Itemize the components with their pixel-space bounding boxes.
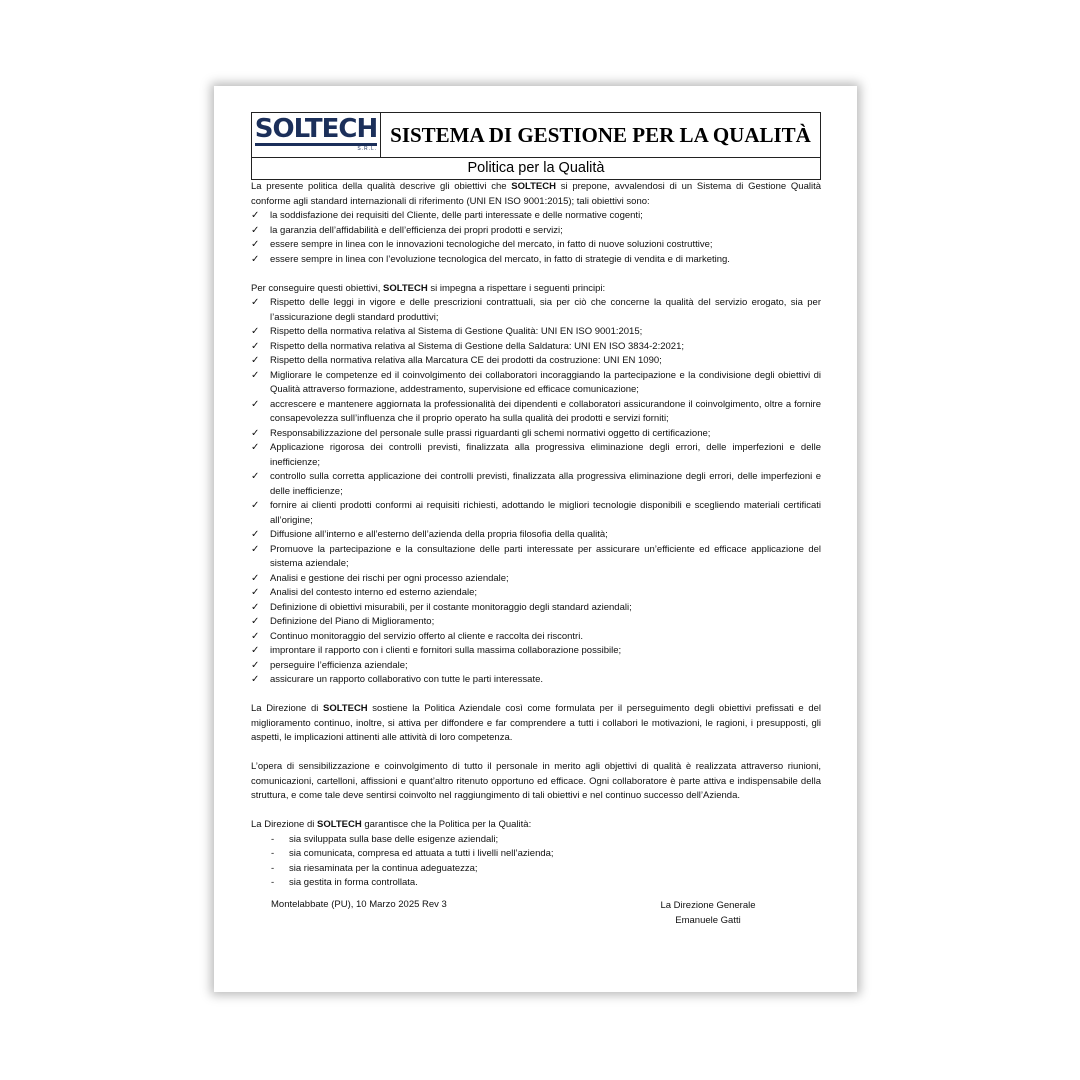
checkmark-icon: ✓ <box>251 543 260 555</box>
company-name: SOLTECH <box>322 703 368 714</box>
checkmark-icon: ✓ <box>251 630 260 642</box>
guarantee-item <box>251 876 821 891</box>
principle-item-text: Analisi del contesto interno ed esterno aziendale; <box>270 587 478 598</box>
checkmark-icon: ✓ <box>251 253 260 265</box>
objective-item-text: la garanzia dell’affidabilità e dell’efficienza dei propri prodotti e servizi; <box>270 224 563 236</box>
company-name: SOLTECH <box>383 282 428 294</box>
dash-bullet: - <box>271 848 275 859</box>
company-name: SOLTECH <box>317 819 362 830</box>
objective-item-text: la soddisfazione dei requisiti del Cliente, delle parti interessate e delle normative cogenti; <box>270 210 643 221</box>
objective-item-text: essere sempre in linea con l’evoluzione tecnologica del mercato, in fatto di strategie di vendita e di marketing. <box>270 253 730 265</box>
principle-item <box>251 601 821 616</box>
principle-item-text: Applicazione rigorosa dei controlli previsti, finalizzata alla progressiva eliminazione degli errori, delle imperfezioni e delle inefficienze; <box>270 442 821 468</box>
spacer <box>251 746 821 761</box>
checkmark-icon: ✓ <box>251 297 260 308</box>
principle-item <box>251 659 821 674</box>
objective-item <box>251 253 821 268</box>
objective-item <box>251 238 821 253</box>
company-name: SOLTECH <box>511 181 556 192</box>
principle-item <box>251 630 821 645</box>
objective-item-text: essere sempre in linea con le innovazioni tecnologiche del mercato, in fatto di nuove soluzioni costruttive; <box>270 239 713 250</box>
checkmark-icon: ✓ <box>251 369 260 381</box>
guarantee-intro <box>251 818 821 833</box>
principle-item <box>251 340 821 355</box>
principle-item <box>251 398 821 427</box>
principle-item <box>251 528 821 543</box>
checkmark-icon: ✓ <box>251 210 260 221</box>
management-paragraph <box>251 702 821 746</box>
principle-item <box>251 644 821 659</box>
checkmark-icon: ✓ <box>251 674 260 685</box>
principle-item-text: Definizione di obiettivi misurabili, per il costante monitoraggio degli standard aziendali; <box>270 601 632 613</box>
guarantee-item <box>251 847 821 862</box>
principles-list <box>251 296 821 688</box>
principle-item <box>251 427 821 442</box>
principle-item <box>251 296 821 325</box>
principle-item-text: accrescere e mantenere aggiornata la professionalità dei dipendenti e collaboratori assicurandone il coinvolgimento, oltre a fornire consapevolezza sull’influenza che il proprio operato ha sulla qualità dei prodotti e servizi forniti; <box>270 398 821 424</box>
principle-item-text: Promuove la partecipazione e la consultazione delle parti interessate per assicurare un’efficiente ed efficace applicazione del sistema aziendale; <box>270 543 821 569</box>
principle-item-text: Rispetto delle leggi in vigore e delle prescrizioni contrattuali, sia per ciò che concerne la qualità del servizio erogato, sia per l’assicurazione degli standard produttivi; <box>270 297 821 323</box>
checkmark-icon: ✓ <box>251 427 260 439</box>
signature-row <box>251 898 821 930</box>
principle-item-text: Rispetto della normativa relativa al Sistema di Gestione della Saldatura: UNI EN ISO 3834-2:2021; <box>270 340 684 352</box>
checkmark-icon: ✓ <box>251 398 260 410</box>
principle-item <box>251 441 821 470</box>
logo-subtext: S.R.L. <box>357 146 378 153</box>
principles-intro-end: si impegna a rispettare i seguenti principi: <box>427 282 606 294</box>
principle-item-text: assicurare un rapporto collaborativo con tutte le parti interessate. <box>270 674 544 685</box>
guarantee-item-text: sia comunicata, compresa ed attuata a tutti i livelli nell’azienda; <box>289 848 554 859</box>
objective-item <box>251 209 821 224</box>
checkmark-icon: ✓ <box>251 500 260 511</box>
guarantee-item <box>251 862 821 877</box>
principle-item <box>251 369 821 398</box>
place-date: Montelabbate (PU), 10 Marzo 2025 Rev 3 <box>271 898 447 910</box>
objectives-list <box>251 209 821 267</box>
system-title: SISTEMA DI GESTIONE PER LA QUALITÀ <box>381 113 821 158</box>
checkmark-icon: ✓ <box>251 659 260 671</box>
intro-text-start: La presente politica della qualità descrive gli obiettivi che <box>251 181 512 192</box>
signature-name: Emanuele Gatti <box>675 914 741 926</box>
principle-item-text: controllo sulla corretta applicazione dei controlli previsti, finalizzata alla progressiva eliminazione degli errori, delle imperfezioni e delle inefficienze; <box>270 471 821 497</box>
principles-intro-start: Per conseguire questi obiettivi, <box>251 282 384 294</box>
principle-item-text: perseguire l’efficienza aziendale; <box>270 659 408 671</box>
dash-bullet: - <box>271 862 275 874</box>
guarantee-text-start: La Direzione di <box>251 819 318 830</box>
principle-item <box>251 325 821 340</box>
intro-text-end: si prepone, avvalendosi di un Sistema di Gestione Qualità conforme agli standard internazionali di riferimento (UNI EN ISO 9001:2015); tali obiettivi sono: <box>251 181 821 207</box>
principle-item-text: Migliorare le competenze ed il coinvolgimento dei collaboratori incoraggiando la partecipazione e la condivisione degli obiettivi di Qualità attraverso formazione, addestramento, supervisione ed efficace comunicazione; <box>270 369 821 395</box>
management-text-start: La Direzione di <box>251 703 323 714</box>
principle-item-text: improntare il rapporto con i clienti e fornitori sulla massima collaborazione possibile; <box>270 645 622 656</box>
principle-item-text: Rispetto della normativa relativa alla Marcatura CE dei prodotti da costruzione: UNI EN 1090; <box>270 355 662 366</box>
principle-item <box>251 615 821 630</box>
logo-cell <box>252 113 381 158</box>
guarantee-item-text: sia gestita in forma controllata. <box>289 877 418 888</box>
principle-item-text: fornire ai clienti prodotti conformi ai requisiti richiesti, adottando le migliori tecnologie disponibili e scegliendo materiali certificati all’origine; <box>270 500 821 526</box>
principle-item-text: Diffusione all’interno e all’esterno dell’azienda della propria filosofia della qualità; <box>270 529 608 540</box>
guarantee-item-text: sia sviluppata sulla base delle esigenze aziendali; <box>289 833 499 845</box>
principle-item <box>251 673 821 688</box>
checkmark-icon: ✓ <box>251 616 260 627</box>
principle-item <box>251 499 821 528</box>
signature-block <box>643 898 773 928</box>
checkmark-icon: ✓ <box>251 326 260 337</box>
objective-item <box>251 224 821 239</box>
principle-item-text: Responsabilizzazione del personale sulle prassi riguardanti gli schemi normativi oggetto di certificazione; <box>270 427 711 439</box>
intro-paragraph <box>251 180 821 209</box>
principle-item-text: Definizione del Piano di Miglioramento; <box>270 616 435 627</box>
checkmark-icon: ✓ <box>251 572 260 584</box>
guarantee-text-end: garantisce che la Politica per la Qualità: <box>361 819 532 830</box>
document-title: Politica per la Qualità <box>252 158 821 180</box>
guarantees-list <box>251 833 821 891</box>
signature-role: La Direzione Generale <box>660 899 756 911</box>
principle-item <box>251 543 821 572</box>
principle-item-text: Continuo monitoraggio del servizio offerto al cliente e raccolta dei riscontri. <box>270 630 583 642</box>
checkmark-icon: ✓ <box>251 340 260 352</box>
checkmark-icon: ✓ <box>251 587 260 598</box>
checkmark-icon: ✓ <box>251 601 260 613</box>
dash-bullet: - <box>271 833 275 845</box>
company-logo <box>254 114 378 153</box>
principle-item <box>251 572 821 587</box>
document-content <box>251 112 821 930</box>
dash-bullet: - <box>271 877 275 888</box>
principle-item <box>251 354 821 369</box>
checkmark-icon: ✓ <box>251 239 260 250</box>
document-header <box>251 112 821 180</box>
guarantee-item <box>251 833 821 848</box>
principle-item <box>251 470 821 499</box>
spacer <box>251 804 821 819</box>
checkmark-icon: ✓ <box>251 442 260 453</box>
management-text-end: sostiene la Politica Aziendale così come formulata per il perseguimento degli obiettivi prefissati e del miglioramento continuo, inoltre, si attiva per diffondere e far comprendere a tutti i collabori le motivazioni, le ragioni, i presupposti, gli aspetti, le implicazioni attinenti alle attività di loro competenza. <box>251 703 821 743</box>
spacer <box>251 688 821 703</box>
checkmark-icon: ✓ <box>251 529 260 540</box>
checkmark-icon: ✓ <box>251 355 260 366</box>
awareness-paragraph: L’opera di sensibilizzazione e coinvolgimento di tutto il personale in merito agli objettivi di qualità è realizzata attraverso riunioni, comunicazioni, cartelloni, affissioni e quant’altro ritenuto opportuno ed efficace. Ogni collaboratore è parte attiva e indispensabile della struttura, e come tale deve sentirsi coinvolto nel raggiungimento di tali obiettivi e nel continuo successo dell’Azienda. <box>251 761 821 801</box>
logo-wordmark: SOLTECH <box>254 114 378 145</box>
checkmark-icon: ✓ <box>251 224 260 236</box>
principle-item-text: Rispetto della normativa relativa al Sistema di Gestione Qualità: UNI EN ISO 9001:2015; <box>270 326 643 337</box>
spacer <box>251 267 821 282</box>
principle-item <box>251 586 821 601</box>
document-page <box>214 86 857 992</box>
checkmark-icon: ✓ <box>251 471 260 482</box>
principle-item-text: Analisi e gestione dei rischi per ogni processo aziendale; <box>270 572 509 584</box>
principles-intro <box>251 282 821 297</box>
checkmark-icon: ✓ <box>251 645 260 656</box>
guarantee-item-text: sia riesaminata per la continua adeguatezza; <box>289 862 478 874</box>
